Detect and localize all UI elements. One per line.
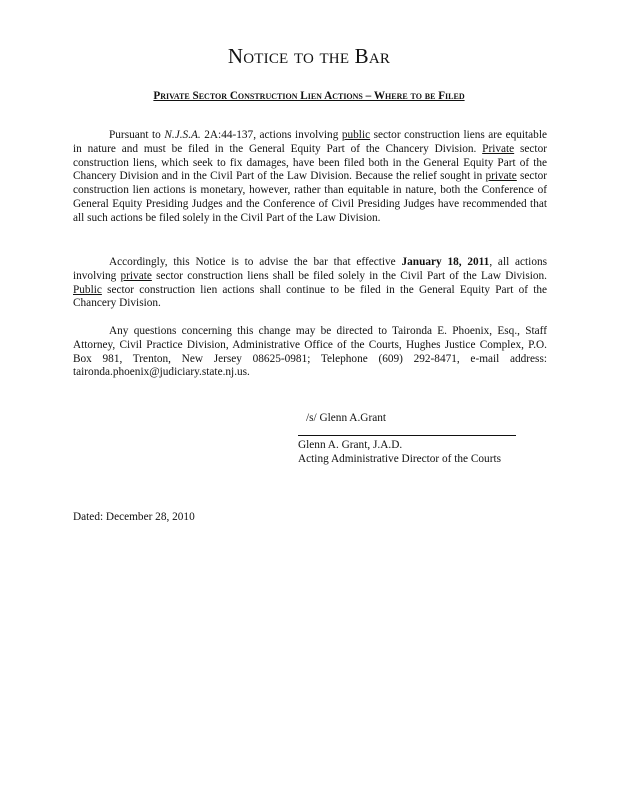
- p2-text-2: , all actions involving: [73, 256, 548, 282]
- p2-text-4: sector construction lien actions shall continue to be filed in the General Equity Part of the Chancery Division.: [73, 283, 547, 310]
- page-title: Notice to the Bar: [227, 44, 391, 68]
- paragraph-statute: [73, 129, 547, 226]
- effective-date: January 18, 2011: [401, 256, 490, 268]
- p1-private-emphasis-2: private: [485, 170, 517, 183]
- p1-private-emphasis-1: Private: [482, 142, 515, 155]
- signature-text: /s/ Glenn A.Grant: [306, 412, 387, 424]
- p1-public-emphasis: public: [341, 129, 371, 141]
- p1-text-1: Pursuant to: [109, 129, 165, 141]
- paragraph-contact: Any questions concerning this change may be directed to Taironda E. Phoenix, Esq., Staff Attorney, Civil Practice Division, Administrative Office of the Courts, Hughes Justice Complex, P.O. Box 981, Trenton, New Jersey 08625-0981; Telephone (609) 292-8471, e-mail address: taironda.phoenix@judiciary.state.nj.us.: [73, 325, 547, 379]
- signer-position: Acting Administrative Director of the Courts: [298, 453, 501, 465]
- paragraph-effective-date: [73, 256, 547, 311]
- p2-text-3: sector construction liens shall be filed solely in the Civil Part of the Law Division.: [151, 269, 547, 282]
- p1-text-4: sector construction liens, which seek to fix damages, have been filed both in the General Equity Part of the Chancery Division and in the Civil Part of the Law Division. Because the relief sought in: [73, 142, 547, 183]
- signature-rule: [298, 435, 516, 436]
- statute-citation: N.J.S.A.: [164, 129, 201, 141]
- p1-text-3: sector construction liens are equitable in nature and must be filed in the General Equity Part of the Chancery Division.: [73, 129, 547, 155]
- page-subtitle: Private Sector Construction Lien Actions – Where to be Filed: [153, 90, 465, 102]
- p2-private-emphasis: private: [120, 269, 152, 282]
- dated-line: Dated: December 28, 2010: [73, 511, 195, 523]
- signature-block: [298, 411, 516, 466]
- p2-public-emphasis: Public: [73, 283, 102, 296]
- signer-name: Glenn A. Grant, J.A.D.: [298, 439, 403, 451]
- p1-text-2: 2A:44-137, actions involving: [200, 129, 342, 141]
- p2-text-1: Accordingly, this Notice is to advise the bar that effective: [109, 256, 402, 268]
- p1-text-5: sector construction lien actions is monetary, however, rather than equitable in nature, both the Conference of General Equity Presiding Judges and the Conference of Civil Presiding Judges have recommended that all such actions be filed solely in the Civil Part of the Law Division.: [73, 170, 547, 224]
